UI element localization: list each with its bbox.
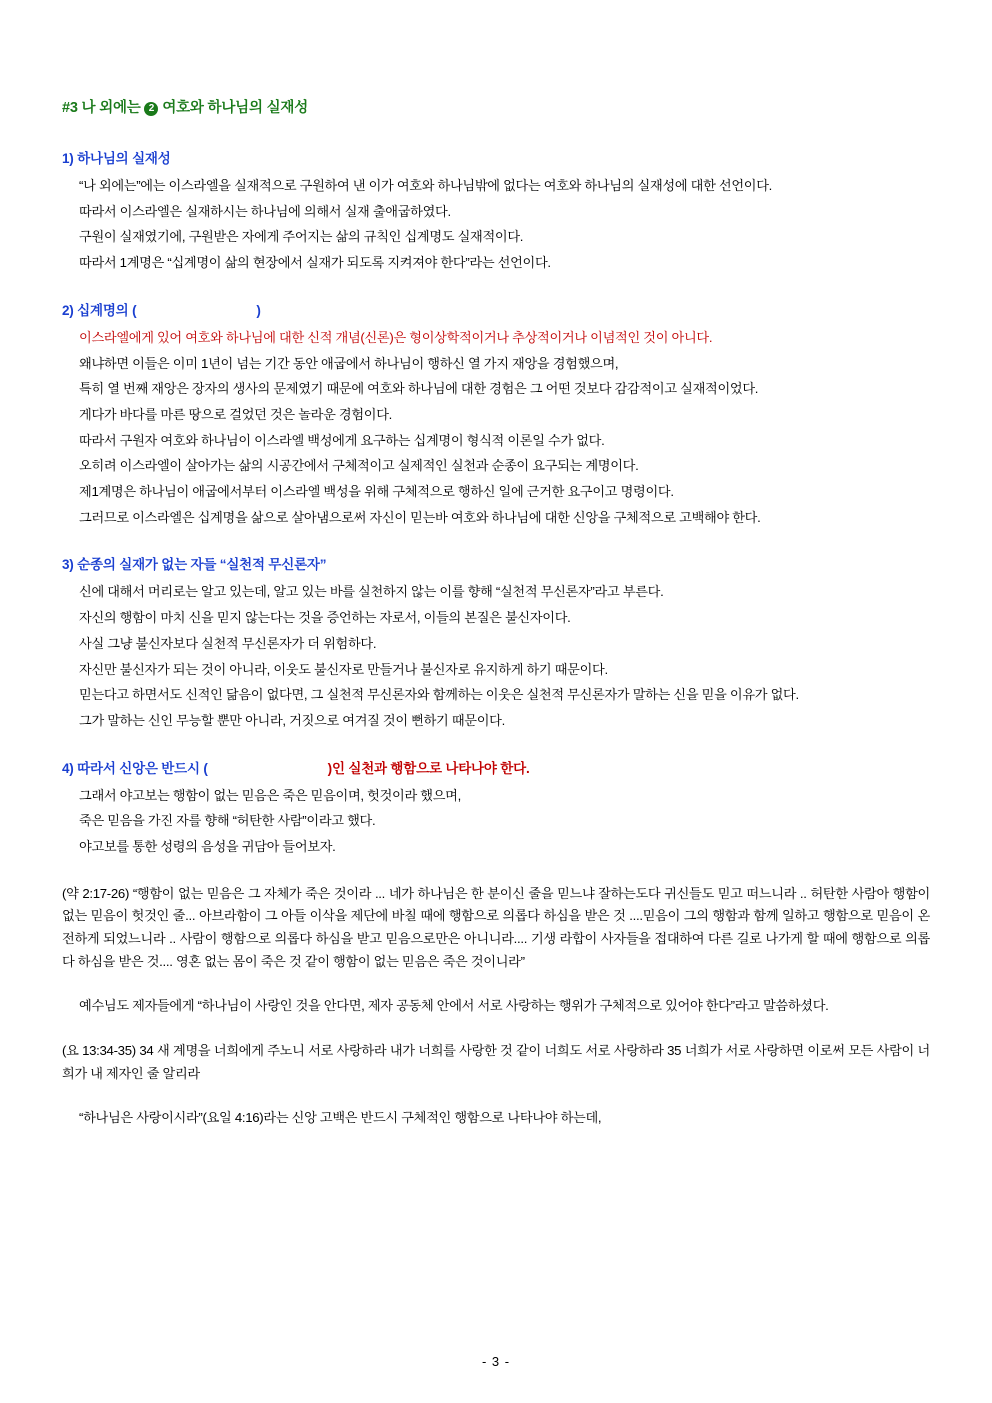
section-2-heading [62,299,930,319]
circled-number-icon: 2 [144,102,158,116]
spacer [62,1020,930,1038]
section-1-paragraph-1: “나 외에는”에는 이스라엘을 실재적으로 구원하여 낸 이가 여호와 하나님밖에 없다는 여호와 하나님의 실재성에 대한 선언이다. [79,178,773,193]
closing-line: “하나님은 사랑이시라”(요일 4:16)라는 신앙 고백은 반드시 구체적인 행함으로 나타나야 하는데, [79,1109,602,1125]
section-3-paragraph-3: 사실 그냥 불신자보다 실천적 무신론자가 더 위험하다. [79,635,377,651]
section-3-heading: 3) 순종의 실재가 없는 자들 “실천적 무신론자” [62,557,327,573]
section-2-heading-pre: 2) 십계명의 ( [62,302,137,318]
section-4 [62,757,930,859]
section-2-paragraph-7: 그러므로 이스라엘은 십계명을 삶으로 살아냄으로써 자신이 믿는바 여호와 하나님에 대한 신앙을 구체적으로 고백해야 한다. [79,509,761,525]
john-quote: (요 13:34-35) 34 새 계명을 너희에게 주노니 서로 사랑하라 내가 너희를 사랑한 것 같이 너희도 서로 사랑하라 35 너희가 서로 사랑하면 이로써 모든 사람이 너희가 내 제자인 줄 알리라 [62,1043,930,1081]
section-4-paragraph-2: 죽은 믿음을 가진 자를 향해 “허탄한 사람”이라고 했다. [79,813,376,829]
page-title-suffix: 여호와 하나님의 실재성 [162,100,309,116]
section-2-red-statement: 이스라엘에게 있어 여호와 하나님에 대한 신적 개념(신론)은 형이상학적이거나 추상적이거나 이념적인 것이 아니다. [79,329,713,345]
jesus-teaching: 예수님도 제자들에게 “하나님이 사랑인 것을 안다면, 제자 공동체 안에서 서로 사랑하는 행위가 구체적으로 있어야 한다”라고 말씀하셨다. [79,997,829,1013]
section-3-paragraph-1: 신에 대해서 머리로는 알고 있는데, 알고 있는 바를 실천하지 않는 이를 향해 “실천적 무신론자”라고 부른다. [79,584,664,600]
section-4-heading-post: )인 실천과 행함으로 나타나야 한다. [327,760,530,776]
section-2-heading-post: ) [256,302,261,318]
section-4-paragraph-3: 야고보를 통한 성령의 음성을 귀담아 들어보자. [79,839,336,855]
scripture-section [62,883,930,1130]
section-3-paragraph-4: 자신만 불신자가 되는 것이 아니라, 이웃도 불신자로 만들거나 불신자로 유지하게 하기 때문이다. [79,661,608,677]
section-3-paragraph-2: 자신의 행함이 마치 신을 믿지 않는다는 것을 증언하는 자로서, 이들의 본질은 불신자이다. [79,610,571,626]
section-1-paragraph-2: 따라서 이스라엘은 실재하시는 하나님에 의해서 실재 출애굽하였다. [79,203,451,219]
section-3-paragraph-5: 믿는다고 하면서도 신적인 닮음이 없다면, 그 실천적 무신론자와 함께하는 이웃은 실천적 무신론자가 말하는 신을 믿을 이유가 없다. [79,687,799,703]
page-number: - 3 - [481,1354,511,1369]
section-4-paragraph-1: 그래서 야고보는 행함이 없는 믿음은 죽은 믿음이며, 헛것이라 했으며, [79,787,461,803]
section-2-paragraph-2: 특히 열 번째 재앙은 장자의 생사의 문제였기 때문에 여호와 하나님에 대한 경험은 그 어떤 것보다 감감적이고 실재적이었다. [79,381,759,397]
section-2-paragraph-6: 제1계명은 하나님이 애굽에서부터 이스라엘 백성을 위해 구체적으로 행하신 일에 근거한 요구이고 명령이다. [79,484,674,500]
section-1 [62,147,930,275]
section-4-heading [62,757,930,777]
page-title [62,96,930,117]
spacer [62,1089,930,1107]
section-2-paragraph-1: 왜냐하면 이들은 이미 1년이 넘는 기간 동안 애굽에서 하나님이 행하신 열 가지 재앙을 경험했으며, [79,355,619,371]
james-quote: (약 2:17-26) “행함이 없는 믿음은 그 자체가 죽은 것이라 ... 네가 하나님은 한 분이신 줄을 믿느냐 잘하는도다 귀신들도 믿고 떠느니라 .. 허탄한 사람아 행함이 없는 믿음이 헛것인 줄... 아브라함이 그 아들 이삭을 제단에 바칠 때에 행함으로 의롭다 하심을 받은 것 ....믿음이 그의 행함과 함께 일하고 행함으로 믿음이 온전하게 되었느니라 .. 사람이 행함으로 의롭다 하심을 받고 믿음으로만은 아니니라.... 기생 라합이 사자들을 접대하여 다른 길로 나가게 할 때에 행함으로 의롭다 하심을 받은 것.... 영혼 없는 몸이 죽은 것 같이 행함이 없는 믿음은 죽은 것이니라” [62,885,930,969]
section-1-paragraph-3: 구원이 실재였기에, 구원받은 자에게 주어지는 삶의 규칙인 십계명도 실재적이다. [79,229,524,245]
section-1-heading: 1) 하나님의 실재성 [62,151,171,166]
section-3 [62,553,930,732]
section-3-paragraph-6: 그가 말하는 신인 무능할 뿐만 아니라, 거짓으로 여겨질 것이 뻔하기 때문이다. [79,712,505,728]
section-2-paragraph-3: 게다가 바다를 마른 땅으로 걸었던 것은 놀라운 경험이다. [79,406,393,422]
spacer [62,977,930,995]
section-1-paragraph-4: 따라서 1계명은 “십계명이 삶의 현장에서 실재가 되도록 지켜져야 한다”라는 선언이다. [79,255,551,271]
section-2 [62,299,930,530]
section-2-paragraph-5: 오히려 이스라엘이 살아가는 삶의 시공간에서 구체적이고 실제적인 실천과 순종이 요구되는 계명이다. [79,458,639,474]
section-2-paragraph-4: 따라서 구원자 여호와 하나님이 이스라엘 백성에게 요구하는 십계명이 형식적 이론일 수가 없다. [79,432,605,448]
page-title-prefix: #3 나 외에는 [62,100,141,116]
section-4-heading-pre: 4) 따라서 신앙은 반드시 ( [62,760,208,776]
